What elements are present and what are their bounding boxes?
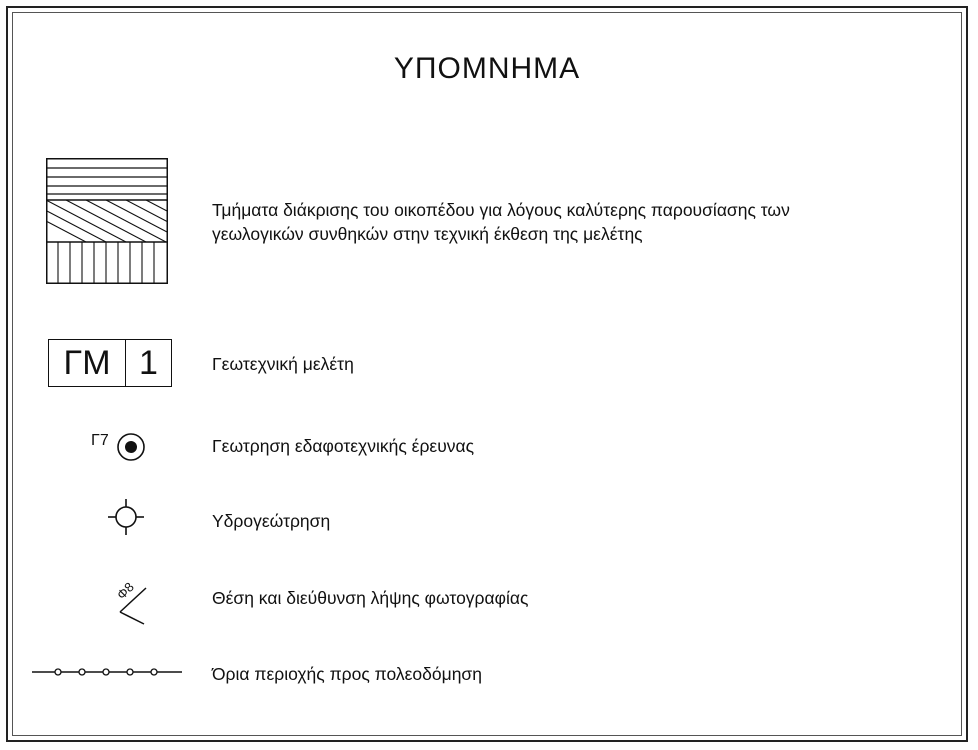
legend-sheet bbox=[6, 6, 968, 742]
geotech-study-number: 1 bbox=[139, 344, 158, 382]
hatched-sections-icon bbox=[46, 158, 168, 284]
boundary-line-label: Όρια περιοχής προς πολεοδόμηση bbox=[212, 664, 482, 684]
water-borehole-label: Υδρογεώτρηση bbox=[212, 511, 331, 531]
geotech-study-box bbox=[48, 339, 172, 387]
geotech-study-label: Γεωτεχνική μελέτη bbox=[212, 354, 354, 374]
hatched-sections-label bbox=[212, 198, 790, 246]
photo-marker-text: Φ8 bbox=[113, 579, 137, 603]
legend-title: ΥΠΟΜΝΗΜΑ bbox=[393, 52, 581, 85]
geotech-study-code: ΓΜ bbox=[49, 340, 126, 386]
water-borehole-icon bbox=[106, 497, 146, 537]
borehole-icon bbox=[114, 430, 148, 464]
camera-direction-icon bbox=[100, 574, 150, 626]
camera-direction-label: Θέση και διεύθυνση λήψης φωτογραφίας bbox=[212, 588, 529, 608]
hatched-sections-line-1: Τμήματα διάκρισης του οικοπέδου για λόγους καλύτερης παρουσίασης των bbox=[212, 200, 790, 220]
borehole-code: Γ7 bbox=[91, 432, 109, 449]
hatched-sections-line-2: γεωλογικών συνθηκών στην τεχνική έκθεση της μελέτης bbox=[212, 224, 643, 244]
boundary-line-icon bbox=[32, 662, 182, 682]
borehole-label: Γεωτρηση εδαφοτεχνικής έρευνας bbox=[212, 436, 475, 456]
